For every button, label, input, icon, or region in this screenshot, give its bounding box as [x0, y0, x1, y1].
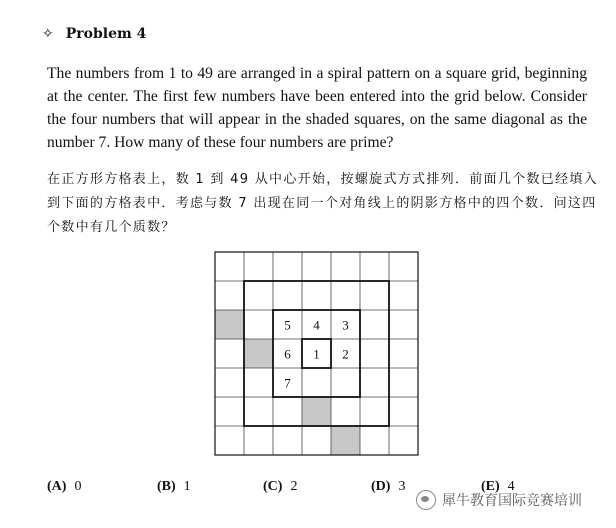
problem-title-text: Problem 4: [65, 26, 147, 42]
watermark-text: 犀牛教育国际竞赛培训: [442, 493, 582, 509]
choice-e-letter: (E): [481, 479, 500, 494]
watermark: [416, 490, 582, 510]
grid-number-2: 2: [342, 346, 349, 362]
problem-text-chinese: 在正方形方格表上，数 1 到 49 从中心开始，按螺旋式方式排列．前面几个数已经填入到下面的方格表中．考虑与数 7 出现在同一个对角线上的阴影方格中的四个数．问这四个数中有几个质数？: [47, 172, 598, 235]
choice-b-letter: (B): [157, 479, 176, 494]
star-icon: ✧: [42, 26, 54, 42]
shaded-cell-1: [215, 310, 244, 339]
choice-b-value: 1: [183, 479, 191, 494]
grid-number-6: 6: [284, 346, 291, 362]
choice-d-value: 3: [398, 479, 406, 494]
grid-number-3: 3: [342, 317, 349, 333]
choice-d-letter: (D): [371, 479, 391, 494]
choice-d[interactable]: [371, 479, 405, 495]
choice-c-value: 2: [290, 479, 298, 494]
choice-c-letter: (C): [263, 479, 283, 494]
shaded-cell-4: [331, 426, 360, 455]
choice-a-value: 0: [74, 479, 82, 494]
choice-e-value: 4: [507, 479, 515, 494]
grid-number-1: 1: [313, 346, 320, 362]
shaded-cell-2: [244, 339, 273, 368]
choice-b[interactable]: [157, 479, 191, 495]
grid-number-5: 5: [284, 317, 291, 333]
choice-c[interactable]: [263, 479, 297, 495]
grid-number-7: 7: [284, 375, 291, 391]
wechat-logo-icon: [416, 490, 436, 510]
grid-number-4: 4: [313, 317, 320, 333]
choice-a-letter: (A): [47, 479, 67, 494]
choice-a[interactable]: [47, 479, 81, 495]
problem-text-english: The numbers from 1 to 49 are arranged in a spiral pattern on a square grid, beginning at the center. The first few numbers have been entered into the grid below. Consider the four numbers that will appear in the shaded squares, on the same diagonal as the number 7. How many of these four numbers are prime?: [47, 65, 587, 151]
shaded-cell-3: [302, 397, 331, 426]
